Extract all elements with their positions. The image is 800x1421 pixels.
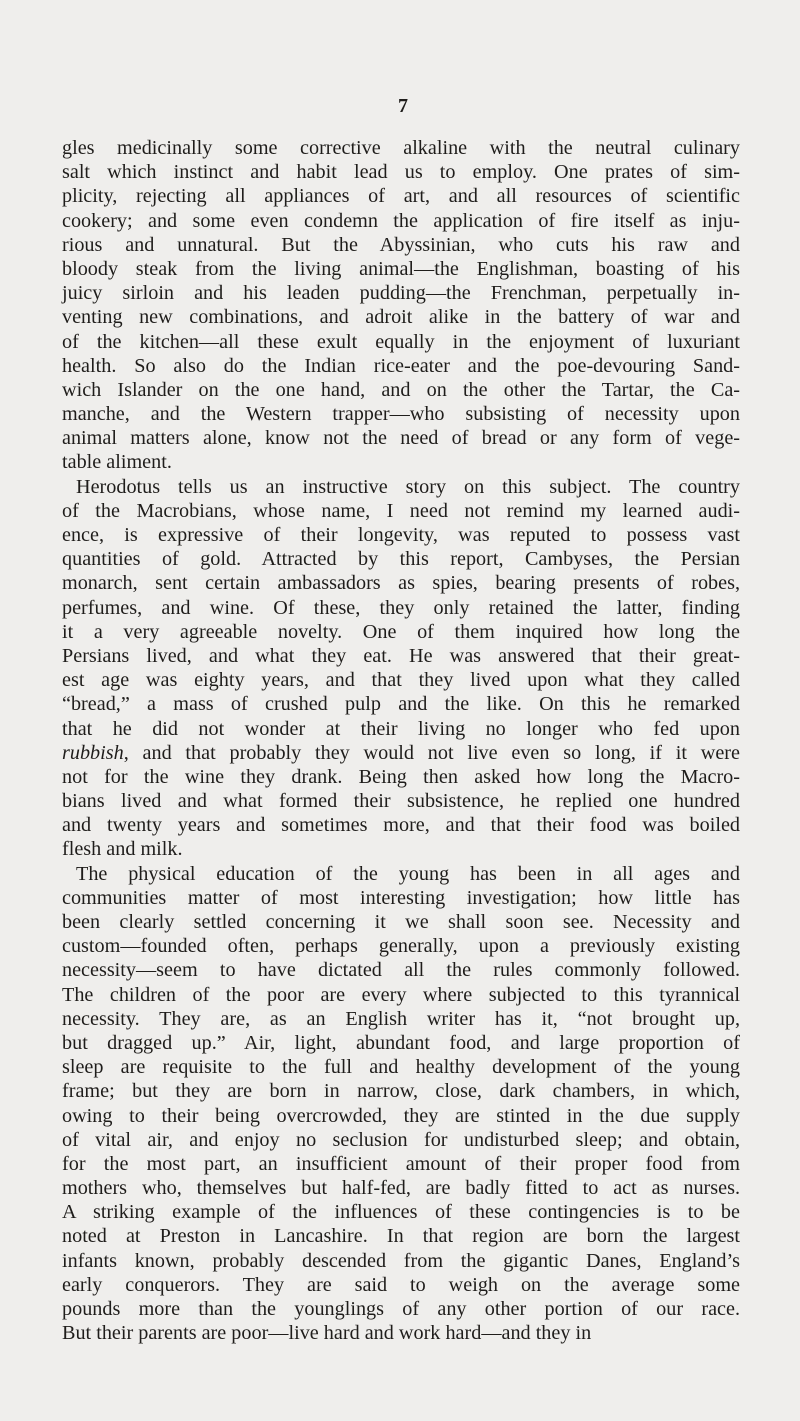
book-page [62,96,740,1345]
text-line: est age was eighty years, and that they lived upon what they called [62,669,740,692]
paragraph [62,136,740,475]
text-line: monarch, sent certain ambassadors as spies, bearing presents of robes, [62,572,740,595]
text-line: “bread,” a mass of crushed pulp and the like. On this he remarked [62,693,740,716]
text-line: venting new combinations, and adroit alike in the battery of war and [62,306,740,329]
paragraph [62,862,740,1346]
text-line: necessity. They are, as an English writer has it, “not brought up, [62,1007,740,1030]
text-line: plicity, rejecting all appliances of art, and all resources of scientific [62,185,740,208]
text-line: of the kitchen—all these exult equally in the enjoyment of luxuriant [62,330,740,353]
text-line: ence, is expressive of their longevity, was reputed to possess vast [62,524,740,546]
text-line: necessity—seem to have dictated all the rules commonly followed. [62,959,740,982]
text-line: custom—founded often, perhaps generally, upon a previously existing [62,935,740,958]
text-line: owing to their being overcrowded, they are stinted in the due supply [62,1104,740,1127]
text-line: rubbish, and that probably they would not live even so long, if it were [62,741,740,764]
text-line: juicy sirloin and his leaden pudding—the Frenchman, perpetually in- [62,282,740,305]
text-line: pounds more than the younglings of any other portion of our race. [62,1298,740,1320]
text-line: manche, and the Western trapper—who subsisting of necessity upon [62,403,740,426]
paragraph [62,475,740,862]
text-line: table aliment. [62,451,172,474]
emphasis: rubbish [62,741,124,764]
text-line: gles medicinally some corrective alkaline with the neutral culinary [62,137,740,159]
text-line: Herodotus tells us an instructive story on this subject. The country [76,475,740,498]
text-line: communities matter of most interesting investigation; how little has [62,886,740,909]
text-line: Persians lived, and what they eat. He was answered that their great- [62,644,740,667]
text-line: infants known, probably descended from the gigantic Danes, England’s [62,1249,740,1272]
text-line: bloody steak from the living animal—the Englishman, boasting of his [62,257,740,280]
text-line: of the Macrobians, whose name, I need not remind my learned audi- [62,499,740,522]
text-line: early conquerors. They are said to weigh on the average some [62,1273,740,1296]
text-line: animal matters alone, know not the need of bread or any form of vege- [62,427,740,450]
text-line: noted at Preston in Lancashire. In that region are born the largest [62,1225,740,1248]
text-line: A striking example of the influences of these contingencies is to be [62,1201,740,1224]
text-line: wich Islander on the one hand, and on the other the Tartar, the Ca- [62,378,740,401]
text-line: The children of the poor are every where subjected to this tyrannical [62,983,740,1006]
text-line: rious and unnatural. But the Abyssinian, who cuts his raw and [62,233,740,256]
page-number: 7 [398,95,408,117]
text-line: But their parents are poor—live hard and work hard—and they in [62,1322,592,1345]
text-line: it a very agreeable novelty. One of them inquired how long the [62,620,740,643]
text-line: salt which instinct and habit lead us to employ. One prates of sim- [62,161,740,184]
text-line: The physical education of the young has been in all ages and [76,862,740,885]
text-line: but dragged up.” Air, light, abundant food, and large proportion of [62,1031,740,1054]
text-line: quantities of gold. Attracted by this report, Cambyses, the Persian [62,548,740,571]
text-line: and twenty years and sometimes more, and that their food was boiled [62,814,740,837]
text-line: of vital air, and enjoy no seclusion for undisturbed sleep; and obtain, [62,1128,740,1151]
text-line: mothers who, themselves but half-fed, are badly fitted to act as nurses. [62,1177,740,1200]
text-line: frame; but they are born in narrow, close, dark chambers, in which, [62,1080,740,1103]
text-line: been clearly settled concerning it we shall soon see. Necessity and [62,911,740,933]
text-line: for the most part, an insufficient amount of their proper food from [62,1152,740,1175]
text-line: health. So also do the Indian rice-eater and the poe-devouring Sand- [62,354,740,377]
text-line: bians lived and what formed their subsistence, he replied one hundred [62,790,740,813]
text-line: cookery; and some even condemn the application of fire itself as inju- [62,209,740,232]
text-line: that he did not wonder at their living no longer who fed upon [62,717,740,740]
text-line: sleep are requisite to the full and healthy development of the young [62,1056,740,1079]
text-body [62,136,740,1345]
text-line: flesh and milk. [62,838,183,861]
text-line: perfumes, and wine. Of these, they only retained the latter, finding [62,596,740,619]
text-line: not for the wine they drank. Being then asked how long the Macro- [62,765,740,788]
